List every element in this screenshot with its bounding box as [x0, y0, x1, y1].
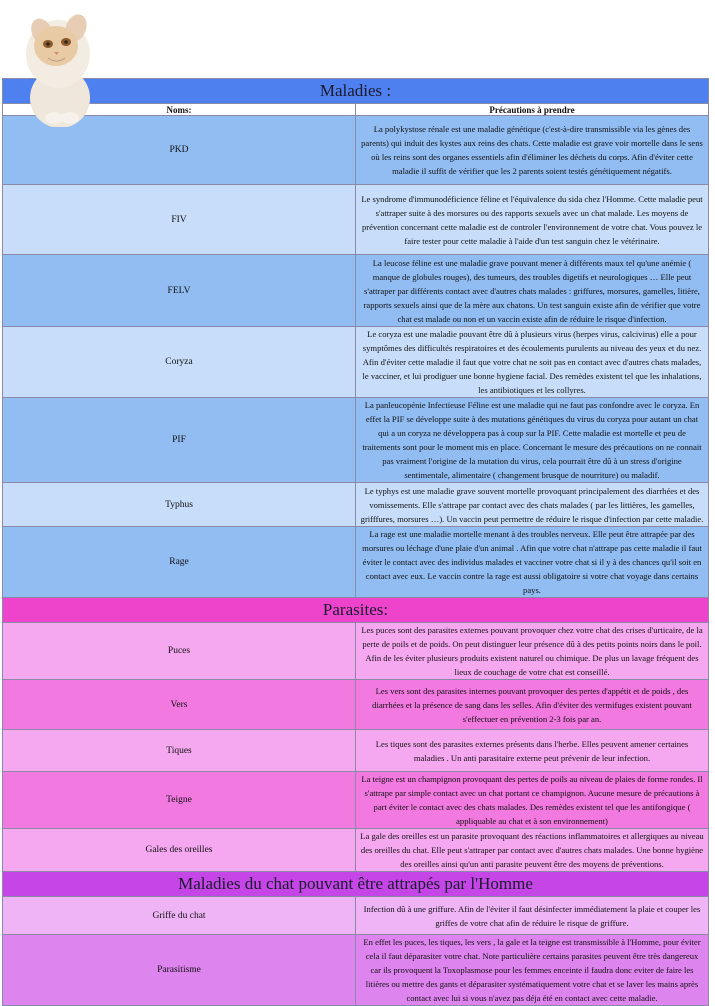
disease-name: FIV: [3, 185, 356, 255]
disease-name: Typhus: [3, 483, 356, 527]
column-header-row: [3, 104, 709, 116]
disease-precautions: La polykystose rénale est une maladie génétique (c'est-à-dire transmissible via les gènes des parents) qui induit des kystes aux reins des chats. Cette maladie est grave voir mortelle dans le sens où les reins sont des organes essentiels afin d'éliminer les déchets du corps. Afin d'éviter cette maladie il suffit de vérifier que les 2 parents soient testés génétiquement négatifs.: [356, 116, 709, 185]
zoonosis-precautions: Infection dû à une griffure. Afin de l'éviter il faut désinfecter immédiatement la plaie et couper les griffes de votre chat afin de réduire le risque de griffure.: [356, 897, 709, 935]
zoonosis-name: Parasitisme: [3, 935, 356, 1006]
parasite-name: Teigne: [3, 772, 356, 829]
parasite-precautions: Les tiques sont des parasites externes présents dans l'herbe. Elles peuvent amener certaines maladies . Un anti parasitaire externe peut prévenir de leur infection.: [356, 730, 709, 772]
table-row: [3, 730, 709, 772]
table-row: [3, 185, 709, 255]
parasite-precautions: Les puces sont des parasites externes pouvant provoquer chez votre chat des crises d'urticaire, de la perte de poils et de poids. On peut distinguer leur présence dû à des petits points noirs dans le poil. Afin de les éviter plusieurs produits existent naturel ou chimique. De plus un lavage fréquent des lieux de couchage de votre chat est conseillé.: [356, 623, 709, 680]
column-header-precautions: Précautions à prendre: [356, 104, 709, 116]
table-row: [3, 483, 709, 527]
disease-precautions: La panleucopénie Infectieuse Féline est une maladie qui ne faut pas confondre avec le coryza. En effet la PIF se développe suite à des mutations génétiques du virus du coryza pour autant un chat qui a un coryza ne développera pas à coup sur la PIF. Cette maladie est mortelle et peu de traitements sont pour le moment mis en place. Concernant le mesure des précautions on ne connait pas vraiment l'origine de la mutation du virus, cela pourrait être dû à un stress d'origine sentimentale, alimentaire ( changement brusque de nourriture) ou maladif.: [356, 398, 709, 483]
section-header-homme: [3, 872, 709, 897]
disease-name: FELV: [3, 255, 356, 327]
disease-precautions: Le coryza est une maladie pouvant être dû à plusieurs virus (herpes virus, calcivirus) elle a pour symptômes des difficultés respiratoires et des écoulements purulents au niveau des yeux et du nez. Afin d'éviter cette maladie il faut que votre chat ne soit pas en contact avec d'autres chats malades, le vacciner, et lui prodiguer une bonne hygiene facial. Des remèdes existent tel que les inhalations, les antibiotiques et les collyres.: [356, 327, 709, 398]
disease-name: PKD: [3, 116, 356, 185]
parasite-precautions: Les vers sont des parasites internes pouvant provoquer des pertes d'appétit et de poids , des diarrhées et la présence de sang dans les selles. Afin d'éviter des vermifuges existent pouvant s'effectuer en prévention 2-3 fois par an.: [356, 680, 709, 730]
section-header-maladies: [3, 79, 709, 104]
section-title-maladies: Maladies :: [3, 79, 709, 104]
zoonosis-name: Griffe du chat: [3, 897, 356, 935]
parasite-name: Puces: [3, 623, 356, 680]
table-row: [3, 623, 709, 680]
section-title-homme: Maladies du chat pouvant être attrapés par l'Homme: [3, 872, 709, 897]
parasite-name: Vers: [3, 680, 356, 730]
zoonosis-precautions: En effet les puces, les tiques, les vers , la gale et la teigne est transmissible à l'Homme, pour éviter cela il faut déparasiter votre chat. Note particulière certains parasites peuvent être très dangereux car ils provoquent la Toxoplasmose pour les femmes enceinte il faudra donc eviter de faire les litières ou mettre des gants et déparasiter systématiquement votre chat et se laver les mains après contact avec lui si vous n'avez pas déja été en contact avec cette maladie.: [356, 935, 709, 1006]
section-header-parasites: [3, 598, 709, 623]
table-row: [3, 116, 709, 185]
parasite-name: Tiques: [3, 730, 356, 772]
disease-precautions: La leucose féline est une maladie grave pouvant mener à différents maux tel qu'une anémie ( manque de globules rouges), des tumeurs, des troubles digetifs et neurologiques … Elle peut s'attraper par différents contact avec d'autres chats malades : griffures, morsures, gamelles, litière, rapports sexuels ainsi que de la mère aux chatons. Un test sanguin existe afin de vérifier que votre chat est malade ou non et un vaccin existe afin de réduire le risque d'infection.: [356, 255, 709, 327]
parasite-name: Gales des oreilles: [3, 829, 356, 872]
column-header-noms: Noms:: [3, 104, 356, 116]
table-row: [3, 680, 709, 730]
disease-precautions: La rage est une maladie mortelle menant à des troubles nerveux. Elle peut être attrapée par des morsures ou léchage d'une plaie d'un animal . Afin que votre chat n'attrape pas cette maladie il faut éviter le contact avec des individus malades et vacciner votre chat si il y à des chances qu'il soit en contact avec eux. Le vaccin contre la rage est aussi obligatoire si votre chat voyage dans certains pays.: [356, 527, 709, 598]
table-row: [3, 829, 709, 872]
disease-name: Rage: [3, 527, 356, 598]
table-row: [3, 772, 709, 829]
table-row: [3, 255, 709, 327]
disease-name: Coryza: [3, 327, 356, 398]
disease-name: PIF: [3, 398, 356, 483]
parasite-precautions: La teigne est un champignon provoquant des pertes de poils au niveau de plaies de forme rondes. Il s'attrape par simple contact avec un chat portant ce champignon. Aucune mesure de précautions à part éviter le contact avec des chats malades. Des remèdes existent tel que les antifongique ( appliquable au chat et à son environnement): [356, 772, 709, 829]
table-row: [3, 935, 709, 1006]
table-row: [3, 327, 709, 398]
table-row: [3, 527, 709, 598]
parasite-precautions: La gale des oreilles est un parasite provoquant des réactions inflammatoires et allergiques au niveau des oreilles du chat. Elle peut s'attraper par contact avec d'autres chats malades. Une bonne hygiène des oreilles ainsi qu'un anti parasite peuvent être des moyens de préventions.: [356, 829, 709, 872]
disease-precautions: Le typhys est une maladie grave souvent mortelle provoquant principalement des diarrhées et des vomissements. Elle s'attrape par contact avec des chats malades ( par les littières, les gamelles, grifffures, morsures …). Un vaccin peut permettre de réduire le risque d'infection par cette maladie.: [356, 483, 709, 527]
disease-precautions: Le syndrome d'immunodéficience féline et l'équivalence du sida chez l'Homme. Cette maladie peut s'attraper suite à des morsures ou des rapports sexuels avec un chat malade. Les moyens de prévention concernant cette maladie est de controler l'environnement de votre chat. Vous pouvez le faire tester pour cette maladie à l'aide d'un test sanguin chez le vétérinaire.: [356, 185, 709, 255]
table-row: [3, 398, 709, 483]
cat-diseases-table: [2, 78, 709, 1006]
table-row: [3, 897, 709, 935]
persian-cat-image: [12, 2, 104, 127]
section-title-parasites: Parasites:: [3, 598, 709, 623]
